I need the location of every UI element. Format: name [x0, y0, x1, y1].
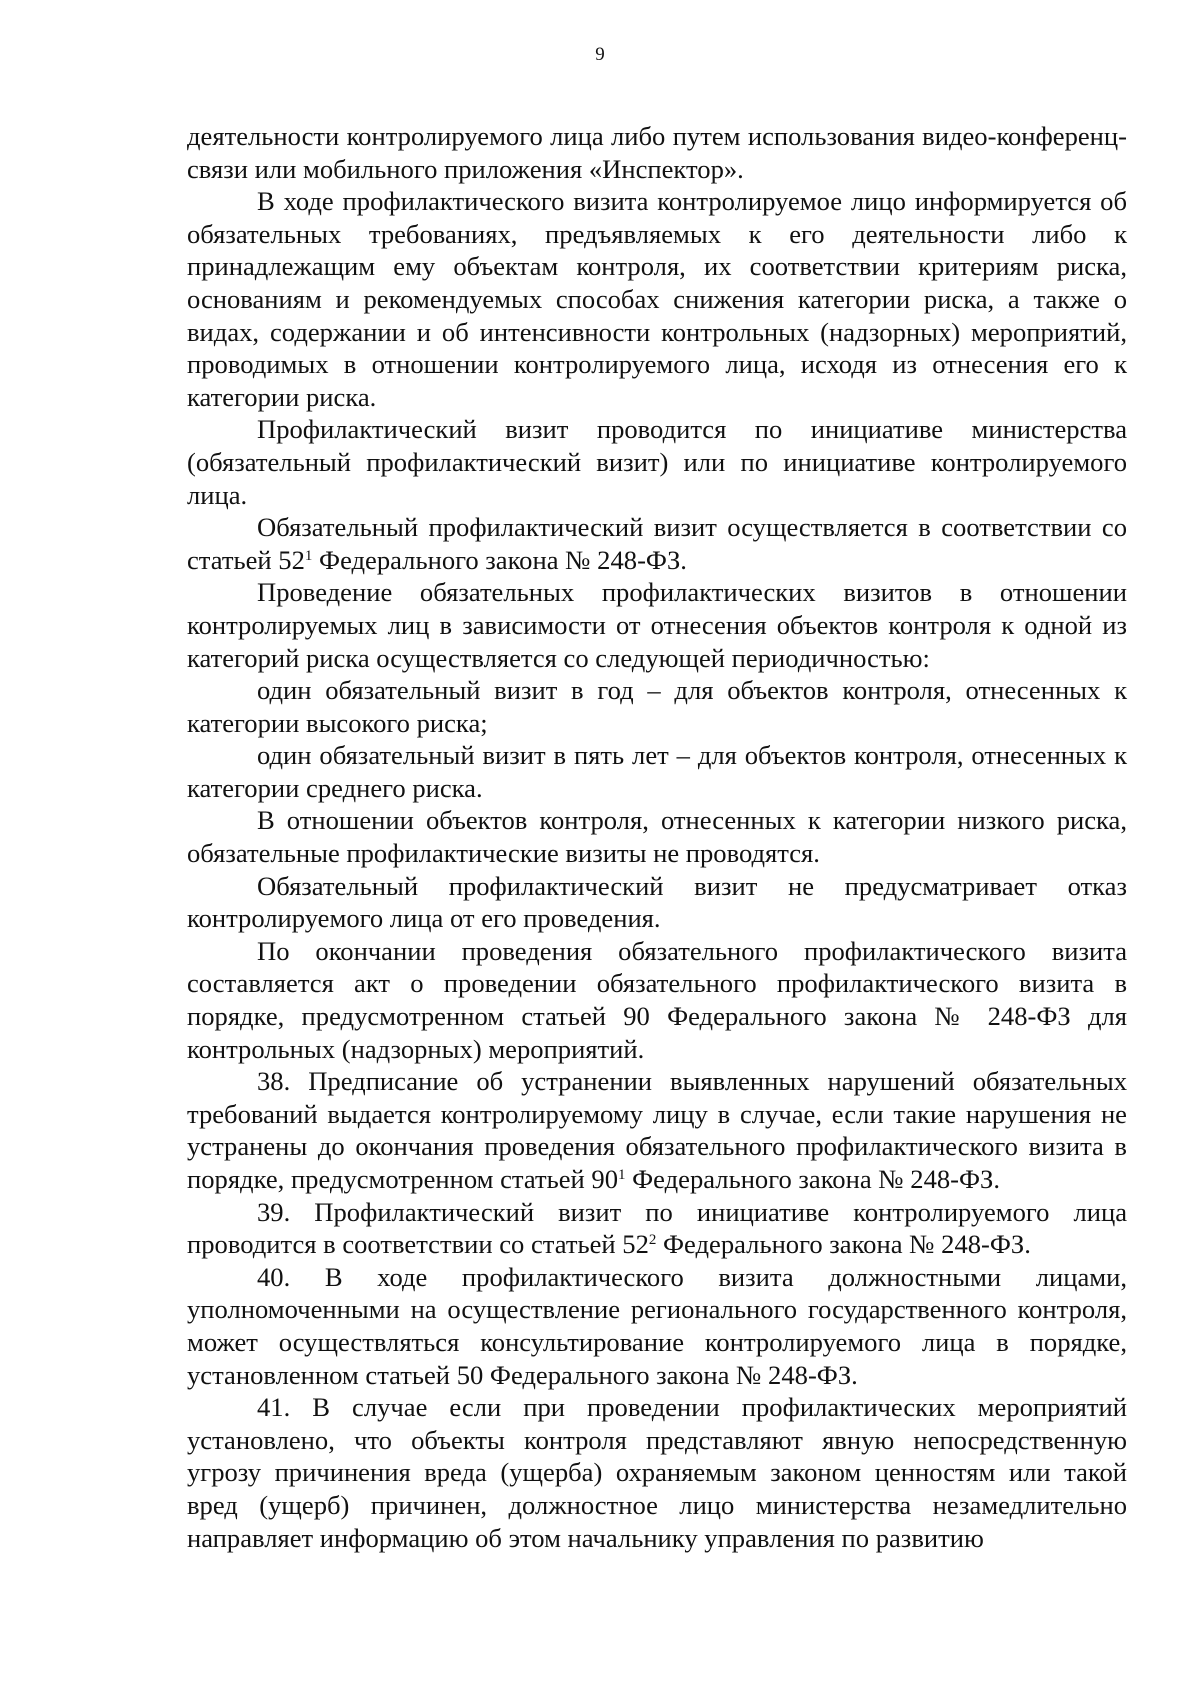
- paragraph-visit-act: По окончании проведения обязательного профилактического визита составляется акт о проведении обязательного профилактического визита в порядке, предусмотренном статьей 90 Федерального закона № 248-ФЗ для контрольных (надзорных) мероприятий.: [187, 935, 1127, 1064]
- article-superscript: 2: [648, 1232, 657, 1249]
- article-superscript: 1: [304, 547, 313, 564]
- paragraph-no-refusal: Обязательный профилактический визит не предусматривает отказ контролируемого лица от его проведения.: [187, 870, 1127, 934]
- document-body: [187, 120, 1127, 1554]
- page-number: 9: [595, 44, 605, 65]
- paragraph-item-40: 40. В ходе профилактического визита должностными лицами, уполномоченными на осуществление регионального государственного контроля, может осуществляться консультирование контролируемого лица в порядке, установленном статьей 50 Федерального закона № 248-ФЗ.: [187, 1261, 1127, 1390]
- paragraph-item-38: 38. Предписание об устранении выявленных нарушений обязательных требований выдается контролируемому лицу в случае, если такие нарушения не устранены до окончания проведения обязательного профилактического визита в порядке, предусмотренном статьей $90^1$ Федерального закона № 248-ФЗ.: [187, 1066, 1127, 1194]
- paragraph-medium-risk-frequency: один обязательный визит в пять лет – для объектов контроля, отнесенных к категории среднего риска.: [187, 740, 1127, 803]
- paragraph-item-39: 39. Профилактический визит по инициативе контролируемого лица проводится в соответствии со статьей $52^2$ Федерального закона № 248-ФЗ.: [187, 1196, 1127, 1260]
- paragraph-item-41: 41. В случае если при проведении профилактических мероприятий установлено, что объекты контроля представляют явную непосредственную угрозу причинения вреда (ущерба) охраняемым законом ценностям или такой вред (ущерб) причинен, должностное лицо министерства незамедлительно направляет информацию об этом начальнику управления по развитию: [187, 1392, 1127, 1553]
- paragraph-high-risk-frequency: один обязательный визит в год – для объектов контроля, отнесенных к категории высокого риска;: [187, 675, 1127, 738]
- article-superscript: 1: [618, 1167, 626, 1184]
- paragraph-low-risk-exemption: В отношении объектов контроля, отнесенных к категории низкого риска, обязательные профилактические визиты не проводятся.: [187, 805, 1127, 869]
- paragraph-visit-information: В ходе профилактического визита контролируемое лицо информируется об обязательных требованиях, предъявляемых к его деятельности либо к принадлежащим ему объектам контроля, их соответствии критериям риска, основаниям и рекомендуемых способах снижения категории риска, а также о видах, содержании и об интенсивности контрольных (надзорных) мероприятий, проводимых в отношении контролируемого лица, исходя из отнесения его к категории риска.: [187, 186, 1127, 412]
- paragraph-visit-initiative: Профилактический визит проводится по инициативе министерства (обязательный профилактический визит) или по инициативе контролируемого лица.: [187, 414, 1127, 510]
- paragraph-visit-periodicity: Проведение обязательных профилактических визитов в отношении контролируемых лиц в зависимости от отнесения объектов контроля к одной из категорий риска осуществляется со следующей периодичностью:: [187, 577, 1127, 673]
- paragraph-continuation: деятельности контролируемого лица либо путем использования видео-конференц-связи или мобильного приложения «Инспектор».: [187, 121, 1127, 184]
- paragraph-mandatory-visit-basis: Обязательный профилактический визит осуществляется в соответствии со статьей $52^1$ Федерального закона № 248-ФЗ.: [187, 512, 1127, 575]
